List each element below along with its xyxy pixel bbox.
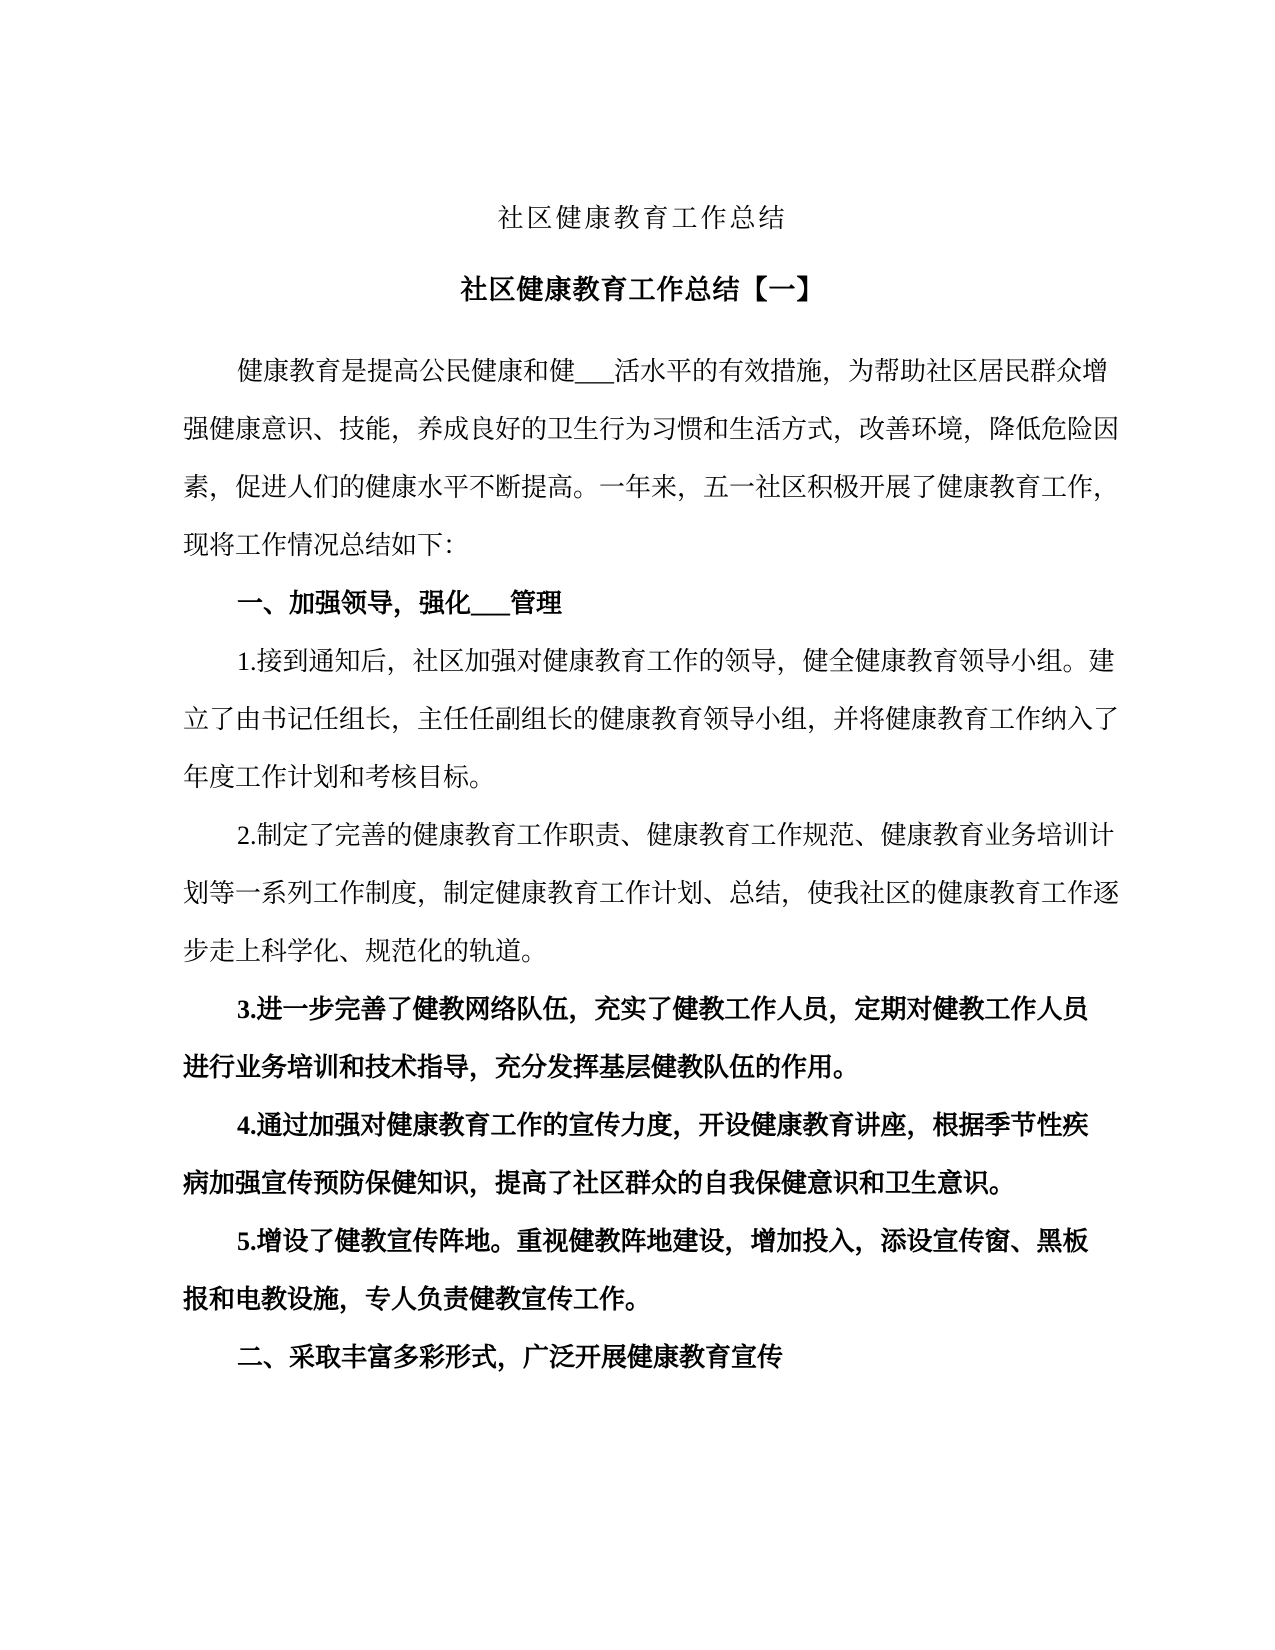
paragraph-line: 3.进一步完善了健教网络队伍，充实了健教工作人员，定期对健教工作人员 [237, 995, 1089, 1024]
paragraph-line: 2.制定了完善的健康教育工作职责、健康教育工作规范、健康教育业务培训计 [237, 821, 1115, 850]
paragraph-line: 病加强宣传预防保健知识，提高了社区群众的自我保健意识和卫生意识。 [183, 1169, 1016, 1198]
paragraph-line: 划等一系列工作制度，制定健康教育工作计划、总结，使我社区的健康教育工作逐 [183, 879, 1120, 908]
paragraph-line: 强健康意识、技能，养成良好的卫生行为习惯和生活方式，改善环境，降低危险因 [183, 415, 1120, 444]
paragraph-line: 立了由书记任组长，主任任副组长的健康教育领导小组，并将健康教育工作纳入了 [183, 705, 1120, 734]
paragraph-line: 年度工作计划和考核目标。 [183, 763, 496, 792]
document-body [183, 343, 1120, 1387]
paragraph-line: 5.增设了健教宣传阵地。重视健教阵地建设，增加投入，添设宣传窗、黑板 [237, 1227, 1089, 1256]
section-heading: 一、加强领导，强化___管理 [237, 589, 563, 618]
document-content [183, 0, 1120, 1387]
paragraph-line: 步走上科学化、规范化的轨道。 [183, 937, 548, 966]
paragraph-line: 素，促进人们的健康水平不断提高。一年来，五一社区积极开展了健康教育工作， [183, 473, 1120, 502]
paragraph-line: 现将工作情况总结如下： [183, 531, 470, 560]
paragraph-line: 1.接到通知后，社区加强对健康教育工作的领导，健全健康教育领导小组。建 [237, 647, 1115, 676]
paragraph-line: 4.通过加强对健康教育工作的宣传力度，开设健康教育讲座，根据季节性疾 [237, 1111, 1089, 1140]
document-subtitle: 社区健康教育工作总结【一】 [460, 275, 825, 305]
paragraph-line: 报和电教设施，专人负责健教宣传工作。 [183, 1285, 652, 1314]
document-title: 社区健康教育工作总结 [497, 204, 788, 233]
paragraph-line: 健康教育是提高公民健康和健___活水平的有效措施，为帮助社区居民群众增 [237, 357, 1109, 386]
section-heading: 二、采取丰富多彩形式，广泛开展健康教育宣传 [237, 1343, 784, 1372]
paragraph-line: 进行业务培训和技术指导，充分发挥基层健教队伍的作用。 [183, 1053, 860, 1082]
